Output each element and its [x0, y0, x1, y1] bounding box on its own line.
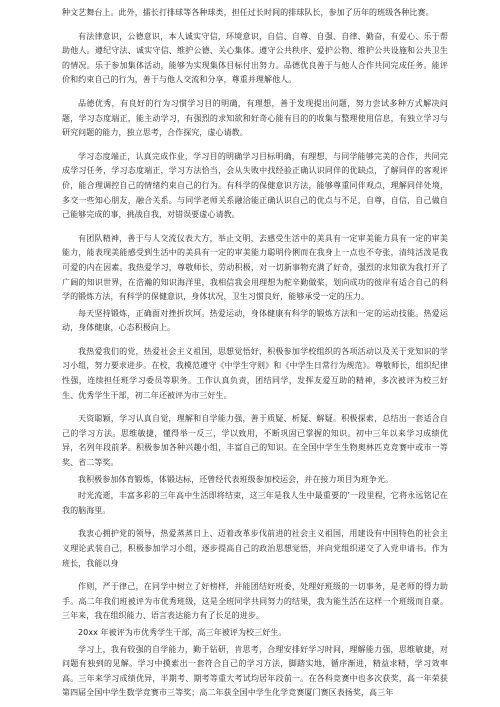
paragraph-10: 时光流逝，丰富多彩的三年高中生活即将结束，这三年是我人生中最重要的’一段里程，它将永远铭记在我的脑海里。: [62, 491, 448, 515]
paragraph-4: 学习态度端正，认真完成作业，学习目的明确学习目标明确，有理想，与同学能够完美的合作，共同完成学习任务，学习态度端正，学习方法恰当，会从失败中找经验正确认识同伴的优缺点，了解同伴的客观评价，能合理调控自己的情绪约束自己的行为。有科学的保健意识方法，能够尊重同伴观点，理解同伴处境，多交一些知心朋友，融合关系。与同学老师关系融洽能正确认识自己的优点与不足，自尊，自信，自己做自己能够完成的事，挑战自我，对错误要虚心请教。: [62, 151, 448, 220]
paragraph-13: 20xx 年被评为市优秀学生干部，高三年被评为校三好生。: [78, 627, 287, 637]
paragraph-8: 天资聪颖，学习认真自觉，理解和自学能力强，善于质疑、析疑、解疑。积极探索，总结出一套适合自己的学习方法。思维敏捷，懂得举一反三，学以致用，不断巩固已掌握的知识。初中三年以来学习成绩优异，名列年段前茅。积极参加各种兴趣小组，丰富自己的知识。在全国中学生生物奥林匹克竞赛中或市一等奖、省二等奖。: [62, 414, 448, 468]
paragraph-7: 我热爱我们的党，热爱社会主义祖国，思想觉悟好，积极参加学校组织的各项活动以及关于党知识的学习小组，努力要求进步。在校，我模范遵守《中学生守则》和《中学生日常行为规范》。尊敬师长，组织纪律性强，连续担任班学习委员等职务。工作认真负责，团结同学，发挥友爱互助的精神，多次被评为校三好生、优秀学生干部，初二年还被评为市三好生。: [62, 346, 448, 400]
paragraph-11: 我衷心拥护党的领导，热爱蒸蒸日上、迈着改革步伐前进的社会主义祖国，用建设有中国特色的社会主义理论武装自己，积极参加学习小组，逐步提高自己的政治思想觉悟，并向党组织递交了入党申请书。作为班长，我能以身: [62, 529, 448, 568]
paragraph-9: 我积极参加体育锻炼，体锻达标，还曾经代表班级参加校运会，并在接力项目为班争光。: [78, 474, 394, 484]
paragraph-12: 作则，严于律己，在同学中树立了好榜样，并能团结好班委，处理好班级的一切事务，是老师的得力助手。高二年我们班被评为市优秀班级，这是全班同学共同努力的结果，我为能生活在这样一个班级而自豪。三年来，我在组织能力、语言表达能力有了长足的进步。: [62, 582, 448, 621]
paragraph-6: 每天坚持锻炼，正确面对挫折坎坷。热爱运动，身体健康有科学的锻炼方法和一定的运动技能。热爱运动，身体健康，心态积极向上。: [62, 308, 448, 333]
paragraph-14: 学习上，我有较强的自学能力，勤于钻研，肯思考，合理安排好学习时间，理解能力强，思维敏捷，对问题有独到的见解。学习中摸索出一套符合自己的学习方法，脚踏实地，循序渐进，精益求精，学习效率高。三年来学习成绩优异，半期考、期考等重大考试均居年段前一。在各科竞赛中也多次获奖，高一年荣获第四届全国中学生数学竞赛市三等奖；高二年获全国中学生化学竞赛厦门赛区表扬奖，高三年: [62, 644, 448, 698]
paragraph-5: 有团队精神，善于与人交流仪表大方，举止文明，去感受生活中的美具有一定审美能力具有一定的审美能力，能表现美能感受到生活中的美具有一定的审美能力聪明伶俐而在我身上一点也不夸张，清纯活泼是我可爱的内在因素。我热爱学习，尊敬师长，劳动积极，对一切新事物充满了好奇，强烈的求知欲为我打开了广阔的知识世界，在浩瀚的知识海洋里，我相信我会用理想为舵辛勤做桨，划向成功的彼岸有适合自己的科学的锻炼方法，有科学的保健意识，身体状况，卫生习惯良好，能够承受一定的压力。: [62, 233, 448, 302]
paragraph-1: 种文艺舞台上。此外，擂长打排球等各种球类，担任过长时间的排球队长，参加了历年的班级各种比赛。: [62, 8, 434, 17]
paragraph-3: 品德优秀，有良好的行为习惯学习目的明确，有理想，善于发现提出问题，努力尝试多种方式解决问题，学习态度端正，能主动学习，有强烈的求知欲和好奇心能有目的的收集与整理使用信息，有独立学习与研究问题的能力，独立思考，合作探究，虚心请教。: [62, 98, 448, 138]
paragraph-2: 有法律意识，公德意识，本人诚实守信，环境意识，自信、自尊、自强、自律、勤奋，有爱心、乐于帮助他人。遵纪守法、诚实守信、维护公德、关心集体。遵守公共秩序、爱护公物、维护公共设施和公共卫生的情况。乐于参加集体活动，能够为实现集体目标付出努力。品德优良善于与他人合作共同完成任务。能评价和约束自己的行为，善于与他人交流和分享，尊重并理解他人。: [62, 31, 448, 85]
